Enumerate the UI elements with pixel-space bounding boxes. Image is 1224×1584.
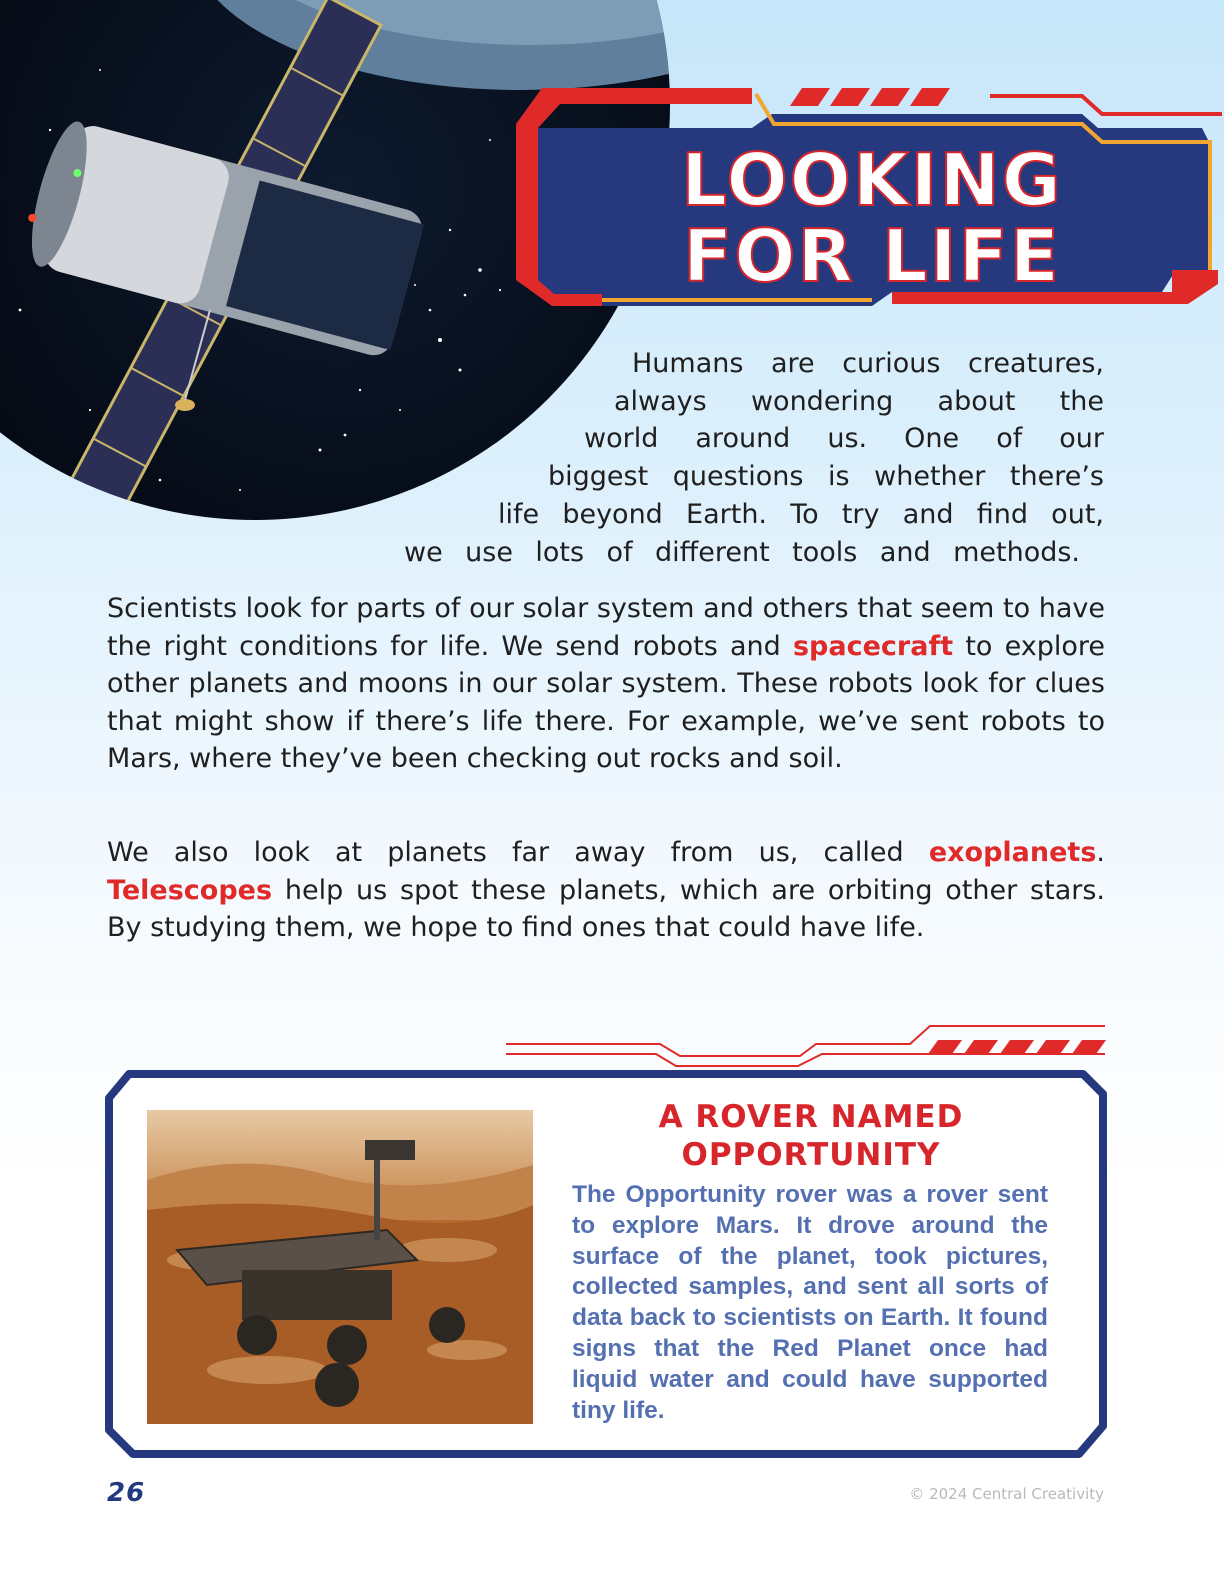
keyword-exoplanets: exoplanets — [928, 837, 1097, 868]
keyword-spacecraft: spacecraft — [792, 630, 954, 662]
decorative-lines — [500, 1018, 1110, 1068]
sidebar-body: The Opportunity rover was a rover sent to explore Mars. It drove around the surface of the planet, took pictures, collected samples, and sent all sorts of data back to scientists on Earth. It found signs that the Red Planet once had liquid water and could have supported tiny life. — [572, 1181, 1048, 1424]
page-title — [612, 138, 1132, 298]
intro-line: life beyond Earth. To try and find out, — [498, 498, 1104, 530]
rover-photo — [147, 1110, 533, 1424]
paragraph-text: to explore other planets and moons in our solar system. These robots look for clues that might show if there’s life there. For example, we’ve sent robots to Mars, where they’ve been checking out rocks and soil. — [107, 630, 1106, 774]
paragraph-text: help us spot these planets, which are orbiting other stars. By studying them, we hope to find ones that could have life. — [107, 874, 1105, 943]
title-line-1: LOOKING — [681, 138, 1063, 222]
paragraph-text: Scientists look for parts of our solar system and others that seem to have the right conditions for life. We send robots and — [107, 593, 1105, 662]
intro-line: world around us. One of our — [584, 423, 1104, 455]
page-number: 26 — [107, 1478, 146, 1508]
paragraph-text: We also look at planets far away from us, called — [107, 837, 929, 868]
title-banner — [512, 84, 1224, 314]
paragraph-exoplanets — [107, 834, 1105, 947]
intro-line: biggest questions is whether there’s — [548, 461, 1104, 493]
sidebar-title-line-2: OPPORTUNITY — [681, 1137, 941, 1173]
intro-line: we use lots of different tools and methods. — [404, 536, 1080, 568]
intro-line: Humans are curious creatures, — [632, 348, 1104, 379]
intro-line: always wondering about the — [614, 385, 1104, 417]
intro-paragraph — [404, 345, 1104, 571]
title-line-2: FOR LIFE — [683, 214, 1061, 298]
paragraph-text: . — [1096, 837, 1105, 868]
paragraph-robots — [107, 590, 1105, 778]
sidebar-title — [580, 1098, 1042, 1174]
copyright: © 2024 Central Creativity — [909, 1485, 1104, 1503]
sidebar-title-line-1: A ROVER NAMED — [658, 1099, 964, 1135]
keyword-telescopes: Telescopes — [107, 874, 273, 906]
